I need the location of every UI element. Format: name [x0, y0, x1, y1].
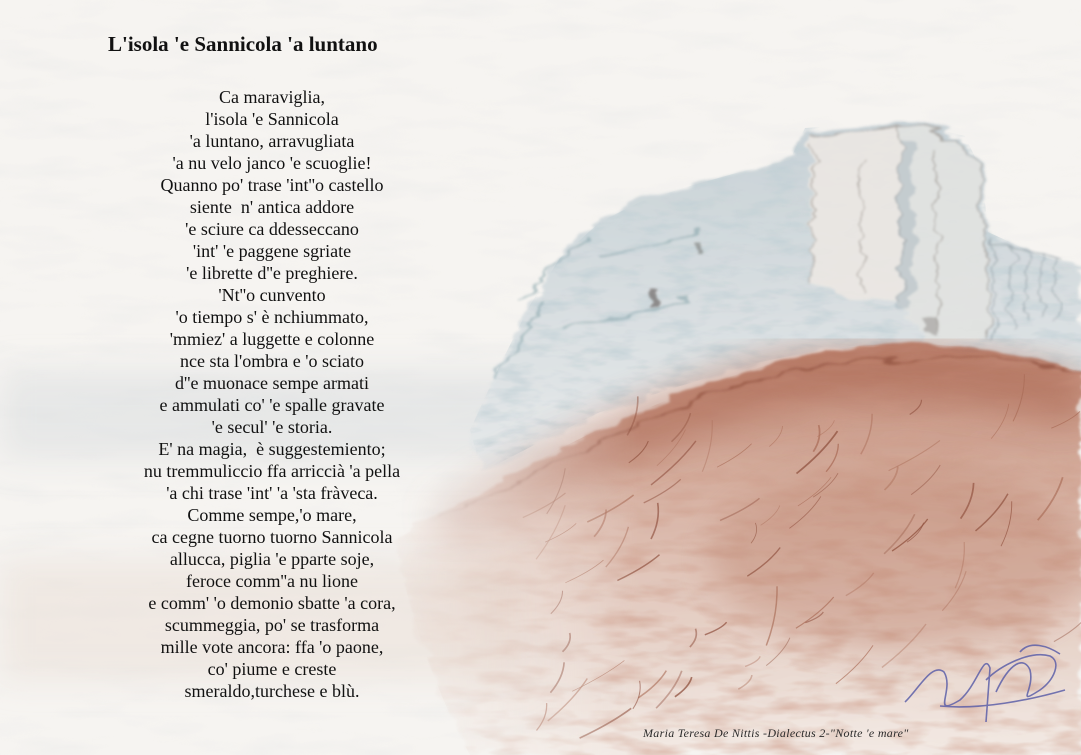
poem-line: 'e secul' 'e storia. — [211, 417, 333, 437]
poem-line: smeraldo,turchese e blù. — [184, 681, 360, 701]
poem-line: ca cegne tuorno tuorno Sannicola — [151, 527, 393, 547]
poem-line: 'Nt''o cunvento — [218, 285, 326, 305]
poem-line: e ammulati co' 'e spalle gravate — [159, 395, 385, 415]
poem-line: scummeggia, po' se trasforma — [164, 615, 380, 635]
poem-line: 'o tiempo s' è nchiummato, — [175, 307, 369, 327]
poem-line: Ca maraviglia, — [219, 87, 325, 107]
poem-line: nu tremmuliccio ffa arriccià 'a pella — [143, 461, 401, 481]
poem-line: feroce comm''a nu lione — [186, 571, 358, 591]
poem-line: siente n' antica addore — [189, 197, 355, 217]
poem-line: 'e librette d''e preghiere. — [186, 263, 358, 283]
poem-line: d''e muonace sempe armati — [175, 373, 369, 393]
poem-line: 'mmiez' a luggette e colonne — [169, 329, 375, 349]
poem-line: 'int' 'e paggene sgriate — [192, 241, 352, 261]
poem-line: 'a chi trase 'int' 'a 'sta fràveca. — [166, 483, 378, 503]
poem-line: 'a luntano, arravugliata — [189, 131, 355, 151]
poem-line: Comme sempe,'o mare, — [187, 505, 357, 525]
poem-line: e comm' 'o demonio sbatte 'a cora, — [148, 593, 396, 613]
poem-line: l'isola 'e Sannicola — [205, 109, 339, 129]
poem-line: co' piume e creste — [207, 659, 337, 679]
poem-body — [72, 86, 472, 702]
author-credit: Maria Teresa De Nittis -Dialectus 2-"Notte 'e mare" — [643, 726, 909, 740]
poem-line: Quanno po' trase 'int''o castello — [160, 175, 384, 195]
poem-line: 'a nu velo janco 'e scuoglie! — [172, 153, 372, 173]
poem-line: nce sta l'ombra e 'o sciato — [180, 351, 364, 371]
poem-line: allucca, piglia 'e pparte soje, — [169, 549, 375, 569]
poem-title: L'isola 'e Sannicola 'a luntano — [108, 32, 378, 56]
poem-line: 'e sciure ca ddesseccano — [185, 219, 359, 239]
poem-line: E' na magia, è suggestemiento; — [158, 439, 386, 459]
poem-line: mille vote ancora: ffa 'o paone, — [160, 637, 384, 657]
